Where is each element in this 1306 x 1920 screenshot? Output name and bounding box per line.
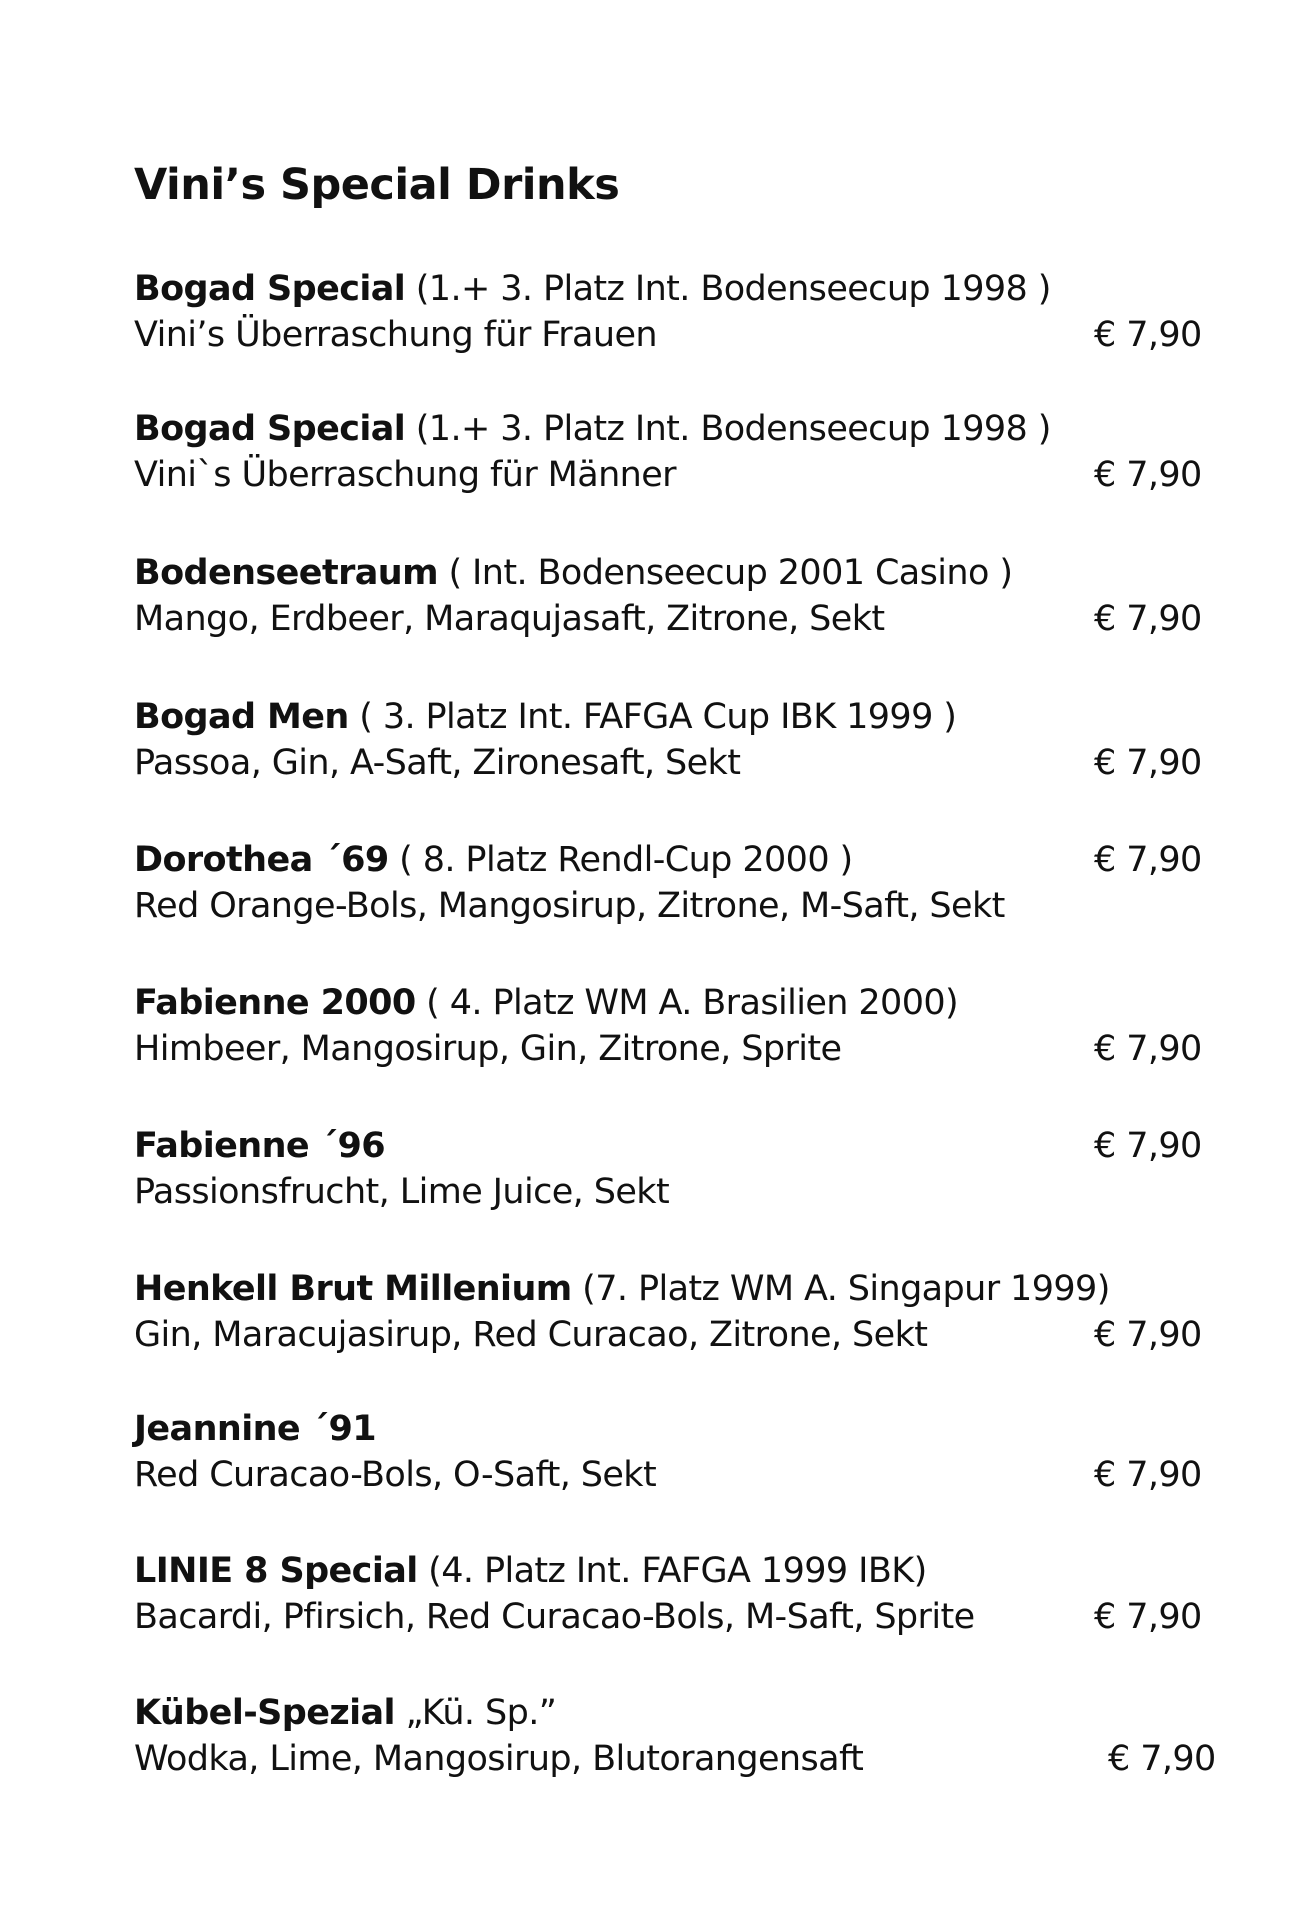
drink-name: Dorothea ´69 [134,840,389,880]
drink-title-line [134,1691,556,1735]
drink-name: Bogad Special [134,409,406,449]
drink-title-line [134,267,1051,311]
drink-price: € 7,90 [1094,1315,1202,1355]
drink-item [134,695,1234,795]
drink-name: Fabienne 2000 [134,983,416,1023]
drink-award: ( 8. Platz Rendl-Cup 2000 ) [388,840,853,880]
drink-ingredients: Red Orange-Bols, Mangosirup, Zitrone, M-Saft, Sekt [134,886,1005,926]
drink-ingredients: Passoa, Gin, A-Saft, Zironesaft, Sekt [134,743,741,783]
drink-ingredients: Vini`s Überraschung für Männer [134,455,676,495]
drink-ingredients: Passionsfrucht, Lime Juice, Sekt [134,1172,670,1212]
drink-title-line [134,551,1012,595]
drink-ingredients: Gin, Maracujasirup, Red Curacao, Zitrone, Sekt [134,1315,928,1355]
drink-item [134,1267,1234,1367]
drink-award: (1.+ 3. Platz Int. Bodenseecup 1998 ) [405,269,1051,309]
drink-title-line [134,1124,385,1168]
drink-award: ( 3. Platz Int. FAFGA Cup IBK 1999 ) [348,697,957,737]
drink-item [134,1407,1234,1507]
drink-item [134,407,1234,507]
drink-price: € 7,90 [1094,1126,1202,1166]
drink-price: € 7,90 [1094,315,1202,355]
drink-ingredients: Wodka, Lime, Mangosirup, Blutorangensaft [134,1739,864,1779]
drink-price: € 7,90 [1094,599,1202,639]
drink-item [134,267,1234,367]
drink-item [134,1124,1234,1224]
drink-name: LINIE 8 Special [134,1551,418,1591]
drink-price: € 7,90 [1094,1029,1202,1069]
drink-price: € 7,90 [1094,455,1202,495]
drink-ingredients: Himbeer, Mangosirup, Gin, Zitrone, Sprite [134,1029,842,1069]
drink-ingredients: Bacardi, Pfirsich, Red Curacao-Bols, M-Saft, Sprite [134,1597,975,1637]
drink-name: Bogad Men [134,697,349,737]
drink-name: Fabienne ´96 [134,1126,386,1166]
drink-item [134,551,1234,651]
drink-title-line [134,407,1051,451]
drink-award: (1.+ 3. Platz Int. Bodenseecup 1998 ) [405,409,1051,449]
drink-name: Jeannine ´91 [134,1409,377,1449]
drink-price: € 7,90 [1094,1455,1202,1495]
drink-award: (4. Platz Int. FAFGA 1999 IBK) [417,1551,927,1591]
drink-item [134,1691,1234,1791]
drink-name: Henkell Brut Millenium [134,1269,572,1309]
drink-name: Kübel-Spezial [134,1693,395,1733]
drink-price: € 7,90 [1094,840,1202,880]
drink-name: Bodenseetraum [134,553,438,593]
drink-title-line [134,1407,376,1451]
drink-award: „Kü. Sp.” [394,1693,557,1733]
drink-award: ( 4. Platz WM A. Brasilien 2000) [415,983,959,1023]
drink-award: ( Int. Bodenseecup 2001 Casino ) [437,553,1013,593]
drink-title-line [134,695,956,739]
drink-item [134,981,1234,1081]
page-title: Vini’s Special Drinks [134,160,620,210]
drink-name: Bogad Special [134,269,406,309]
drink-title-line [134,1267,1110,1311]
drink-item [134,838,1234,938]
drink-ingredients: Red Curacao-Bols, O-Saft, Sekt [134,1455,657,1495]
drink-award: (7. Platz WM A. Singapur 1999) [571,1269,1110,1309]
drink-price: € 7,90 [1094,743,1202,783]
drink-title-line [134,981,958,1025]
drink-price: € 7,90 [1094,1597,1202,1637]
drink-ingredients: Vini’s Überraschung für Frauen [134,315,657,355]
drink-ingredients: Mango, Erdbeer, Maraqujasaft, Zitrone, Sekt [134,599,885,639]
drink-title-line [134,1549,927,1593]
drink-price: € 7,90 [1108,1739,1216,1779]
drink-item [134,1549,1234,1649]
drink-title-line [134,838,853,882]
